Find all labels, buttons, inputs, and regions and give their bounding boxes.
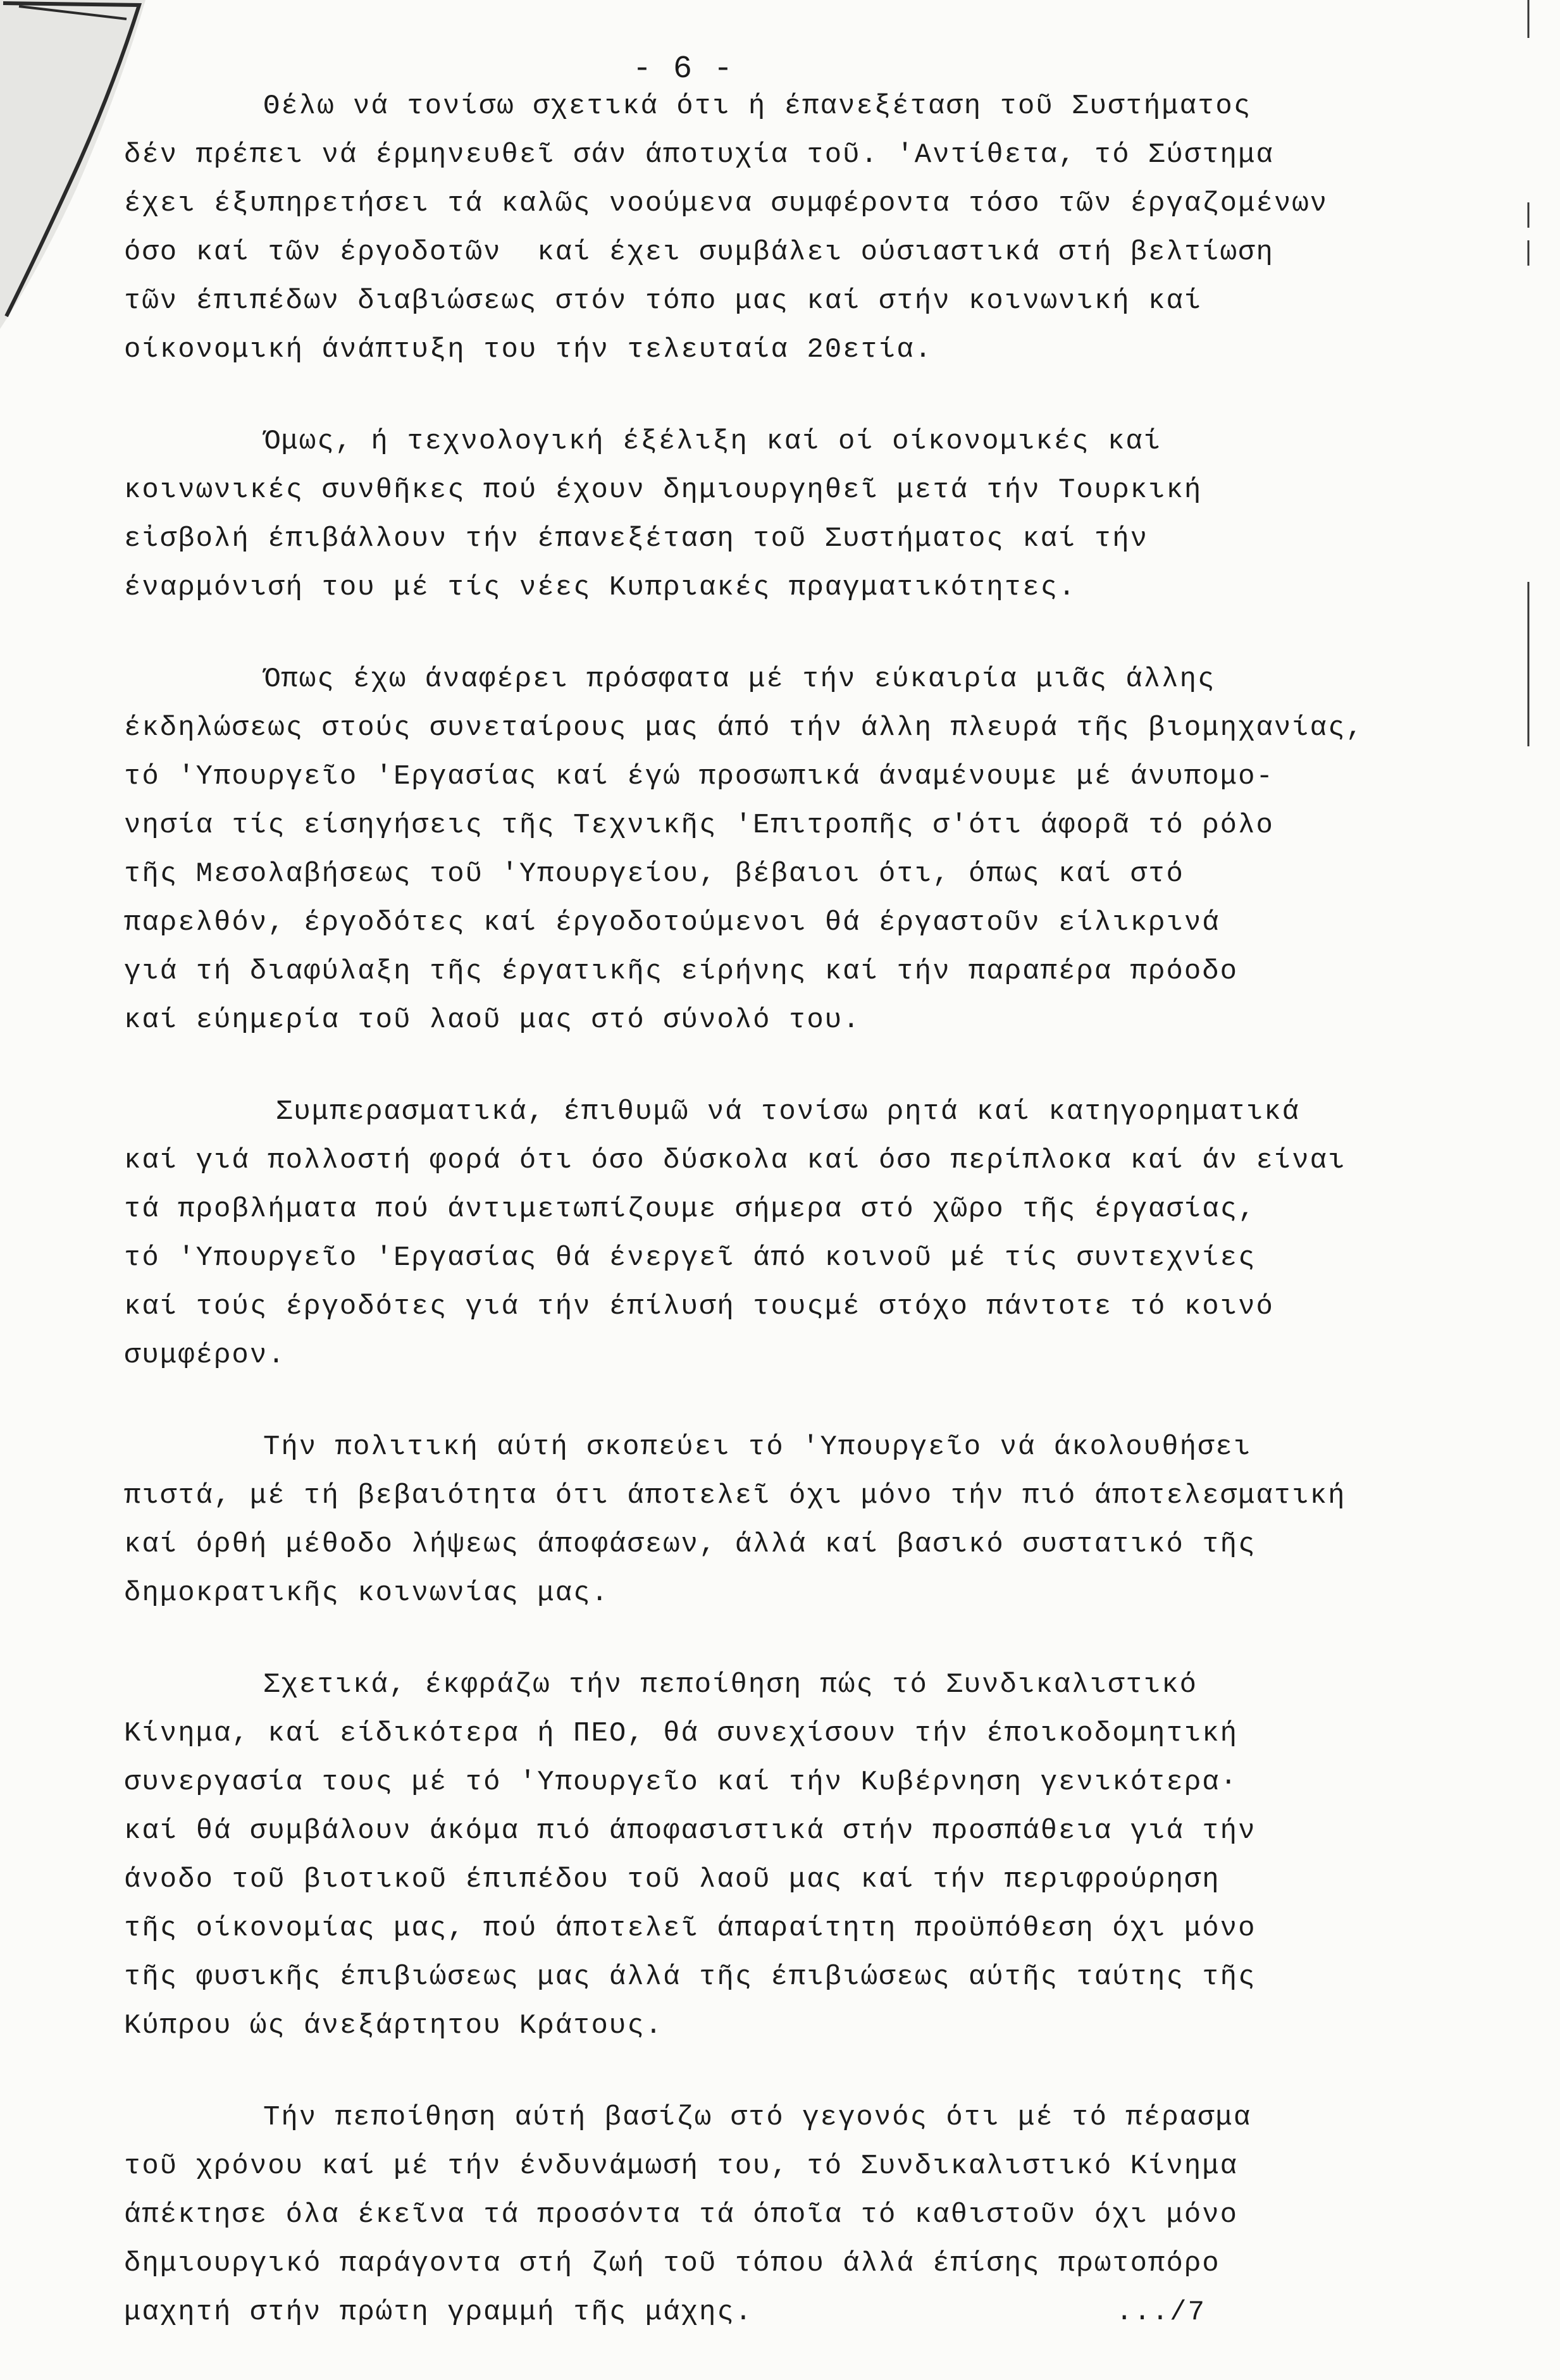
paragraph-3 <box>124 655 1471 1045</box>
scan-right-edge-mark <box>1522 0 1535 759</box>
text-line: άπέκτησε όλα έκεῖνα τά προσόντα τά όποῖα τό καθιστοῦν όχι μόνο <box>124 2199 1239 2231</box>
text-line: έκδηλώσεως στούς συνεταίρους μας άπό τήν άλλη πλευρά τῆς βιομηχανίας, <box>124 712 1364 744</box>
text-line: Τήν πεποίθηση αύτή βασίζω στό γεγονός ότι μέ τό πέρασμα <box>263 2102 1252 2133</box>
text-line: Όμως, ή τεχνολογική έξέλιξη καί οί οίκονομικές καί <box>263 426 1162 457</box>
text-line: πιστά, μέ τή βεβαιότητα ότι άποτελεῖ όχι μόνο τήν πιό άποτελεσματική <box>124 1480 1346 1512</box>
text-line: οίκονομική άνάπτυξη του τήν τελευταία 20ετία. <box>124 334 933 366</box>
text-line: έναρμόνισή του μέ τίς νέες Κυπριακές πραγματικότητες. <box>124 572 1077 603</box>
text-line: τό 'Υπουργεῖο 'Εργασίας καί έγώ προσωπικά άναμένουμε μέ άνυπομο- <box>124 761 1274 792</box>
text-line: δέν πρέπει νά έρμηνευθεῖ σάν άποτυχία τοῦ. 'Αντίθετα, τό Σύστημα <box>124 139 1274 171</box>
paragraph-6 <box>124 1661 1471 2050</box>
text-line: γιά τή διαφύλαξη τῆς έργατικῆς είρήνης καί τήν παραπέρα πρόοδο <box>124 956 1239 987</box>
text-line: όσο καί τῶν έργοδοτῶν καί έχει συμβάλει ούσιαστικά στή βελτίωση <box>124 237 1274 268</box>
text-line: τό 'Υπουργεῖο 'Εργασίας θά ένεργεῖ άπό κοινοῦ μέ τίς συντεχνίες <box>124 1242 1256 1274</box>
page-number: - 6 - <box>632 51 734 87</box>
text-line: μαχητή στήν πρώτη γραμμή τῆς μάχης. <box>124 2297 753 2328</box>
text-line: Όπως έχω άναφέρει πρόσφατα μέ τήν εύκαιρία μιᾶς άλλης <box>263 663 1216 695</box>
text-line: έχει έξυπηρετήσει τά καλῶς νοούμενα συμφέροντα τόσο τῶν έργαζομένων <box>124 188 1328 219</box>
text-line: συμφέρον. <box>124 1340 286 1371</box>
text-line: παρελθόν, έργοδότες καί έργοδοτούμενοι θά έργαστοῦν είλικρινά <box>124 907 1220 939</box>
text-line: τῆς Μεσολαβήσεως τοῦ 'Υπουργείου, βέβαιοι ότι, όπως καί στό <box>124 858 1184 890</box>
text-line: συνεργασία τους μέ τό 'Υπουργεῖο καί τήν Κυβέρνηση γενικότερα· <box>124 1767 1239 1798</box>
body-text <box>124 82 1471 2380</box>
text-line: τῆς οίκονομίας μας, πού άποτελεῖ άπαραίτητη προϋπόθεση όχι μόνο <box>124 1913 1256 1944</box>
text-line: καί εύημερία τοῦ λαοῦ μας στό σύνολό του. <box>124 1004 861 1036</box>
text-line: άνοδο τοῦ βιοτικοῦ έπιπέδου τοῦ λαοῦ μας καί τήν περιφρούρηση <box>124 1864 1220 1896</box>
text-line: καί τούς έργοδότες γιά τήν έπίλυσή τουςμέ στόχο πάντοτε τό κοινό <box>124 1291 1274 1323</box>
text-line: Θέλω νά τονίσω σχετικά ότι ή έπανεξέταση τοῦ Συστήματος <box>263 90 1252 122</box>
text-line: εἰσβολή έπιβάλλουν τήν έπανεξέταση τοῦ Συστήματος καί τήν <box>124 523 1149 555</box>
paragraph-5 <box>124 1423 1471 1618</box>
continuation-marker: .../7 <box>1115 2297 1206 2328</box>
text-line: Σχετικά, έκφράζω τήν πεποίθηση πώς τό Συνδικαλιστικό <box>263 1669 1198 1701</box>
text-line-last <box>124 2288 1471 2337</box>
text-line: τῶν έπιπέδων διαβιώσεως στόν τόπο μας καί στήν κοινωνική καί <box>124 285 1203 317</box>
paragraph-7 <box>124 2093 1471 2337</box>
text-line: δημοκρατικῆς κοινωνίας μας. <box>124 1577 609 1609</box>
text-line: καί γιά πολλοστή φορά ότι όσο δύσκολα καί όσο περίπλοκα καί άν είναι <box>124 1145 1346 1176</box>
text-line: δημιουργικό παράγοντα στή ζωή τοῦ τόπου άλλά έπίσης πρωτοπόρο <box>124 2248 1220 2279</box>
text-line: καί όρθή μέθοδο λήψεως άποφάσεων, άλλά καί βασικό συστατικό τῆς <box>124 1529 1256 1560</box>
text-line: Κύπρου ώς άνεξάρτητου Κράτους. <box>124 2010 664 2042</box>
text-line: κοινωνικές συνθῆκες πού έχουν δημιουργηθεῖ μετά τήν Τουρκική <box>124 474 1203 506</box>
text-line: Κίνημα, καί είδικότερα ή ΠΕΟ, θά συνεχίσουν τήν έποικοδομητική <box>124 1718 1239 1749</box>
text-line: νησία τίς είσηγήσεις τῆς Τεχνικῆς 'Επιτροπῆς σ'ότι άφορᾶ τό ρόλο <box>124 810 1274 841</box>
paragraph-1 <box>124 82 1471 374</box>
text-line: καί θά συμβάλουν άκόμα πιό άποφασιστικά στήν προσπάθεια γιά τήν <box>124 1815 1256 1847</box>
text-line: τῆς φυσικῆς έπιβιώσεως μας άλλά τῆς έπιβιώσεως αύτῆς ταύτης τῆς <box>124 1961 1256 1993</box>
text-line: Τήν πολιτική αύτή σκοπεύει τό 'Υπουργεῖο νά άκολουθήσει <box>263 1431 1252 1463</box>
text-line: Συμπερασματικά, έπιθυμῶ νά τονίσω ρητά καί κατηγορηματικά <box>276 1096 1301 1128</box>
paragraph-4 <box>124 1088 1471 1380</box>
text-line: τά προβλήματα πού άντιμετωπίζουμε σήμερα στό χῶρο τῆς έργασίας, <box>124 1193 1256 1225</box>
text-line: τοῦ χρόνου καί μέ τήν ένδυνάμωσή του, τό Συνδικαλιστικό Κίνημα <box>124 2150 1239 2182</box>
paragraph-2 <box>124 417 1471 612</box>
